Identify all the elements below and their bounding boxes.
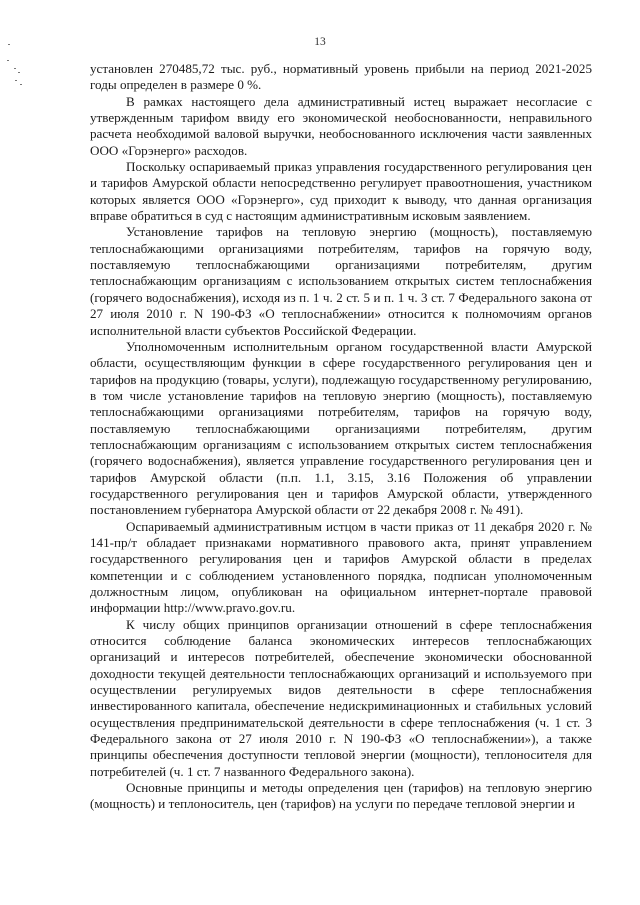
document-body (90, 61, 592, 813)
paragraph-continuation: установлен 270485,72 тыс. руб., нормативный уровень прибыли на период 2021-2025 годы определен в размере 0 %. (90, 61, 592, 93)
paragraph: Установление тарифов на тепловую энергию (мощность), поставляемую теплоснабжающими организациями потребителям, тарифов на горячую воду, поставляемую теплоснабжающими организациями потребителям, другим теплоснабжающим организациям с использованием открытых систем теплоснабжения (горячего водоснабжения), исходя из п. 1 ч. 2 ст. 5 и п. 1 ч. 3 ст. 7 Федерального закона от 27 июля 2010 г. N 190-ФЗ «О теплоснабжении» относится к полномочиям органов исполнительной власти субъектов Российской Федерации. (90, 224, 592, 338)
scan-margin-marks (4, 38, 34, 108)
paragraph: Поскольку оспариваемый приказ управления государственного регулирования цен и тарифов Амурской области непосредственно регулирует правоотношения, участником которых является ООО «Горэнерго», суд приходит к выводу, что данная организация вправе обратиться в суд с настоящим административным исковым заявлением. (90, 159, 592, 224)
page-number: 13 (314, 36, 326, 48)
paragraph: Оспариваемый административным истцом в части приказ от 11 декабря 2020 г. № 141-пр/т обладает признаками нормативного правового акта, принят управлением государственного регулирования цен и тарифов Амурской области в пределах компетенции и с соблюдением установленного порядка, подписан уполномоченным должностным лицом, опубликован на официальном интернет-портале правовой информации http://www.pravo.gov.ru. (90, 518, 592, 616)
paragraph: Уполномоченным исполнительным органом государственной власти Амурской области, осуществляющим функции в сфере государственного регулирования цен и тарифов на продукцию (товары, услуги), подлежащую государственному регулированию, в том числе установление тарифов на тепловую энергию (мощность), поставляемую теплоснабжающими организациями потребителям, тарифов на горячую воду, поставляемую теплоснабжающими организациями потребителям, другим теплоснабжающим организациям с использованием открытых систем теплоснабжения (горячего водоснабжения), является управление государственного регулирования цен и тарифов Амурской области (п.п. 1.1, 3.15, 3.16 Положения об управлении государственного регулирования цен и тарифов Амурской области, утвержденного постановлением губернатора Амурской области от 22 декабря 2008 г. № 491). (90, 338, 592, 518)
paragraph: Основные принципы и методы определения цен (тарифов) на тепловую энергию (мощность) и теплоноситель, цен (тарифов) на услуги по передаче тепловой энергии и (90, 780, 592, 812)
paragraph: В рамках настоящего дела административный истец выражает несогласие с утвержденным тарифом ввиду его экономической необоснованности, неправильного расчета необходимой валовой выручки, необоснованного исключения части заявленных ООО «Горэнерго» расходов. (90, 93, 592, 158)
paragraph: К числу общих принципов организации отношений в сфере теплоснабжения относится соблюдение баланса экономических интересов теплоснабжающих организаций и интересов потребителей, обеспечение экономически обоснованной доходности текущей деятельности теплоснабжающих организаций и используемого при осуществлении регулируемых видов деятельности в сфере теплоснабжения инвестированного капитала, обеспечение недискриминационных и стабильных условий осуществления предпринимательской деятельности в сфере теплоснабжения (ч. 1 ст. 3 Федерального закона от 27 июля 2010 г. N 190-ФЗ «О теплоснабжении»), а также принципы обеспечения доступности тепловой энергии (мощности), теплоносителя для потребителей (ч. 1 ст. 7 названного Федерального закона). (90, 616, 592, 779)
